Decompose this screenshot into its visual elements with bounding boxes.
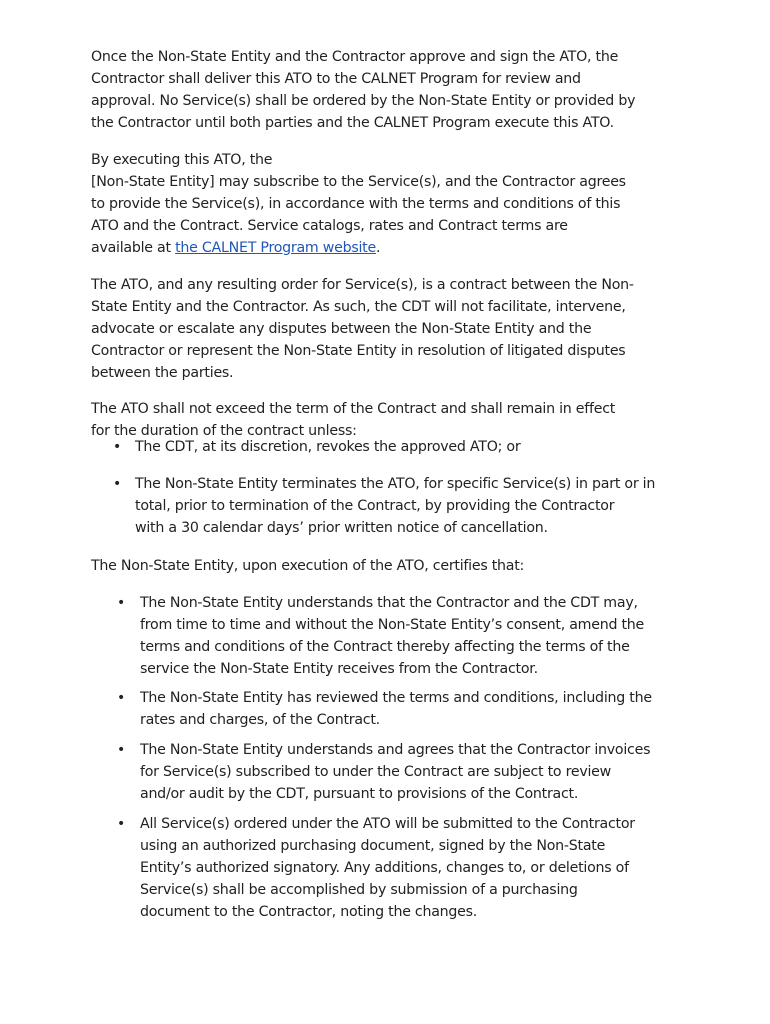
list-item-line: The Non-State Entity understands that the Contractor and the CDT may, <box>140 595 638 611</box>
paragraph-line: Once the Non-State Entity and the Contractor approve and sign the ATO, the <box>91 49 619 65</box>
paragraph-line: The Non-State Entity, upon execution of the ATO, certifies that: <box>91 558 525 574</box>
bullet-icon: • <box>117 742 126 758</box>
bullet-icon: • <box>117 595 126 611</box>
link-suffix: . <box>375 240 381 256</box>
bullet-icon: • <box>113 439 122 455</box>
paragraph-contract-relationship <box>91 274 691 384</box>
bullet-icon: • <box>113 476 122 492</box>
list-item-line: terms and conditions of the Contract thereby affecting the terms of the <box>140 639 630 655</box>
list-item-line: Service(s) shall be accomplished by submission of a purchasing <box>140 882 578 898</box>
bullet-icon: • <box>117 816 126 832</box>
paragraph-line: [Non-State Entity] may subscribe to the Service(s), and the Contractor agrees <box>91 174 626 190</box>
list-item-line: and/or audit by the CDT, pursuant to provisions of the Contract. <box>140 786 579 802</box>
list-item-line: total, prior to termination of the Contract, by providing the Contractor <box>135 498 615 514</box>
paragraph-approval <box>91 46 691 134</box>
bullet-icon: • <box>117 690 126 706</box>
paragraph-line: to provide the Service(s), in accordance with the terms and conditions of this <box>91 196 621 212</box>
list-item-line: with a 30 calendar days’ prior written notice of cancellation. <box>135 520 548 536</box>
calnet-program-website-link[interactable]: the CALNET Program website <box>175 240 376 256</box>
link-prefix: available at <box>91 240 176 256</box>
list-item-line: service the Non-State Entity receives from the Contractor. <box>140 661 538 677</box>
list-item-line: The Non-State Entity terminates the ATO, for specific Service(s) in part or in <box>135 476 656 492</box>
list-item-line: The CDT, at its discretion, revokes the approved ATO; or <box>135 439 521 455</box>
paragraph-line: By executing this ATO, the <box>91 152 273 168</box>
paragraph-line: the Contractor until both parties and the CALNET Program execute this ATO. <box>91 115 614 131</box>
list-item-line: Entity’s authorized signatory. Any additions, changes to, or deletions of <box>140 860 629 876</box>
paragraph-line: State Entity and the Contractor. As such, the CDT will not facilitate, intervene, <box>91 299 626 315</box>
paragraph-line: The ATO, and any resulting order for Service(s), is a contract between the Non- <box>91 277 634 293</box>
list-item-line: using an authorized purchasing document, signed by the Non-State <box>140 838 606 854</box>
paragraph-line: between the parties. <box>91 365 234 381</box>
list-item-line: document to the Contractor, noting the changes. <box>140 904 478 920</box>
paragraph-line: Contractor or represent the Non-State Entity in resolution of litigated disputes <box>91 343 626 359</box>
paragraph-line-with-link <box>91 237 691 259</box>
paragraph-line: for the duration of the contract unless: <box>91 423 357 439</box>
paragraph-line: The ATO shall not exceed the term of the Contract and shall remain in effect <box>91 401 616 417</box>
list-item-line: from time to time and without the Non-State Entity’s consent, amend the <box>140 617 644 633</box>
paragraph-certifies <box>91 555 691 577</box>
paragraph-line: Contractor shall deliver this ATO to the CALNET Program for review and <box>91 71 581 87</box>
list-item-line: rates and charges, of the Contract. <box>140 712 380 728</box>
paragraph-line: advocate or escalate any disputes between the Non-State Entity and the <box>91 321 592 337</box>
list-item-line: All Service(s) ordered under the ATO will be submitted to the Contractor <box>140 816 635 832</box>
paragraph-line: ATO and the Contract. Service catalogs, rates and Contract terms are <box>91 218 568 234</box>
list-item-line: The Non-State Entity understands and agrees that the Contractor invoices <box>140 742 651 758</box>
paragraph-executing <box>91 149 691 259</box>
paragraph-line: approval. No Service(s) shall be ordered by the Non-State Entity or provided by <box>91 93 636 109</box>
list-item-line: The Non-State Entity has reviewed the terms and conditions, including the <box>140 690 652 706</box>
list-item-line: for Service(s) subscribed to under the Contract are subject to review <box>140 764 611 780</box>
